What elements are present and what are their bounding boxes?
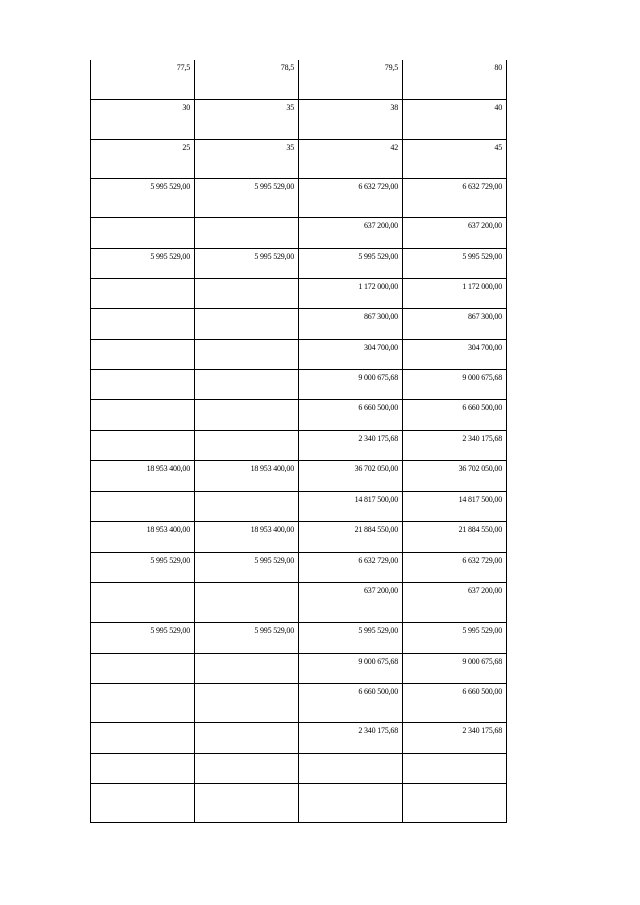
table-cell [91,783,195,822]
table-cell: 867 300,00 [299,308,403,339]
table-row [91,339,507,369]
table-cell [195,278,299,308]
table-row [91,491,507,521]
table-cell: 6 660 500,00 [299,399,403,430]
table-cell: 5 995 529,00 [91,178,195,217]
table-cell: 9 000 675,68 [299,653,403,683]
table-row [91,430,507,460]
table-cell: 6 660 500,00 [403,399,507,430]
table-cell: 867 300,00 [403,308,507,339]
table-cell: 45 [403,139,507,178]
table-cell [195,582,299,622]
table-cell [91,308,195,339]
table-cell: 36 702 050,00 [403,460,507,491]
table-cell: 2 340 175,68 [299,722,403,753]
table-cell [91,278,195,308]
table-cell: 2 340 175,68 [403,430,507,460]
table-cell [91,582,195,622]
table-cell [195,783,299,822]
table-cell [195,722,299,753]
table-row [91,278,507,308]
table-cell [195,369,299,399]
table-cell [195,217,299,248]
table-cell: 9 000 675,68 [299,369,403,399]
table-row [91,552,507,582]
table-row [91,521,507,552]
table-cell: 304 700,00 [299,339,403,369]
table-cell: 25 [91,139,195,178]
table-cell: 5 995 529,00 [91,248,195,278]
table-cell [91,491,195,521]
table-cell [195,308,299,339]
table-cell [195,653,299,683]
table-row [91,582,507,622]
table-cell: 14 817 500,00 [299,491,403,521]
table-cell: 80 [403,60,507,99]
table-cell: 304 700,00 [403,339,507,369]
table-cell [195,430,299,460]
table-cell: 35 [195,139,299,178]
table-row [91,722,507,753]
table-cell: 77,5 [91,60,195,99]
table-row [91,683,507,722]
table-cell: 14 817 500,00 [403,491,507,521]
table-cell: 6 632 729,00 [403,552,507,582]
data-table [90,60,507,823]
table-row [91,783,507,822]
table-cell [91,339,195,369]
table-cell: 78,5 [195,60,299,99]
table-cell: 21 884 550,00 [299,521,403,552]
table-cell: 79,5 [299,60,403,99]
table-cell [195,491,299,521]
table-cell: 637 200,00 [403,217,507,248]
table-cell: 6 632 729,00 [299,178,403,217]
table-cell: 18 953 400,00 [195,460,299,491]
table-cell [91,369,195,399]
table-cell: 5 995 529,00 [195,552,299,582]
table-cell: 5 995 529,00 [91,552,195,582]
table-cell [91,683,195,722]
table-row [91,369,507,399]
table-cell [403,783,507,822]
table-cell [195,753,299,783]
table-cell: 42 [299,139,403,178]
table-cell: 5 995 529,00 [403,248,507,278]
table-row [91,653,507,683]
table-row [91,622,507,653]
table-cell: 1 172 000,00 [403,278,507,308]
table-cell: 6 660 500,00 [403,683,507,722]
table-cell: 18 953 400,00 [91,521,195,552]
table-cell: 6 632 729,00 [299,552,403,582]
table-cell [91,753,195,783]
table-cell: 9 000 675,68 [403,653,507,683]
table-row [91,460,507,491]
table-cell [403,753,507,783]
table-row [91,753,507,783]
table-row [91,399,507,430]
table-cell: 40 [403,99,507,139]
table-row [91,308,507,339]
table-cell: 6 660 500,00 [299,683,403,722]
table-cell: 21 884 550,00 [403,521,507,552]
table-cell: 5 995 529,00 [195,178,299,217]
table-cell: 30 [91,99,195,139]
table-cell: 1 172 000,00 [299,278,403,308]
table-cell [91,399,195,430]
table-cell [91,217,195,248]
table-cell: 5 995 529,00 [403,622,507,653]
table-cell [91,722,195,753]
table-cell: 38 [299,99,403,139]
table-cell: 18 953 400,00 [91,460,195,491]
table-cell: 5 995 529,00 [299,248,403,278]
table-cell [91,430,195,460]
table-cell: 637 200,00 [299,217,403,248]
table-cell: 5 995 529,00 [91,622,195,653]
table-cell: 5 995 529,00 [299,622,403,653]
table-cell [195,339,299,369]
table-row [91,217,507,248]
table-cell [299,783,403,822]
table-cell: 5 995 529,00 [195,622,299,653]
table-cell: 18 953 400,00 [195,521,299,552]
table-row [91,139,507,178]
table-cell: 6 632 729,00 [403,178,507,217]
table-row [91,60,507,99]
table-cell: 2 340 175,68 [299,430,403,460]
table-cell: 2 340 175,68 [403,722,507,753]
table-cell: 9 000 675,68 [403,369,507,399]
table-cell [195,399,299,430]
data-table-body [91,60,507,822]
table-row [91,99,507,139]
table-cell: 35 [195,99,299,139]
table-cell: 5 995 529,00 [195,248,299,278]
table-cell [195,683,299,722]
table-cell [91,653,195,683]
table-cell: 637 200,00 [299,582,403,622]
table-cell: 36 702 050,00 [299,460,403,491]
table-cell [299,753,403,783]
table-row [91,178,507,217]
table-row [91,248,507,278]
table-cell: 637 200,00 [403,582,507,622]
